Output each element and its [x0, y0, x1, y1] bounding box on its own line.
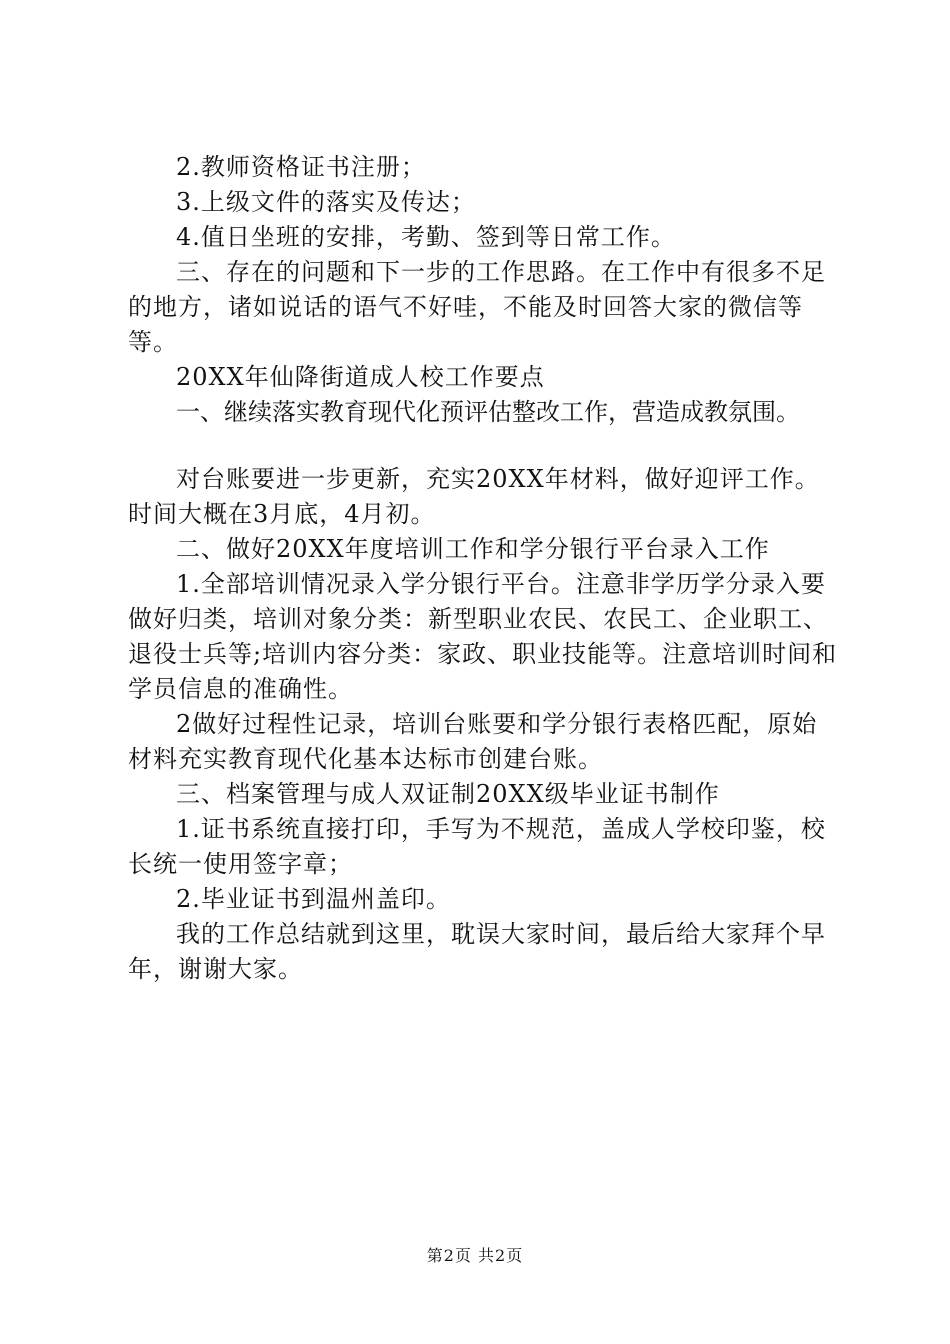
section-heading: 20XX年仙降街道成人校工作要点 [176, 363, 545, 391]
paragraph-gap [128, 430, 838, 462]
paragraph: 1.证书系统直接打印，手写为不规范，盖成人学校印鉴，校长统一使用签字章； [128, 815, 826, 878]
list-item: 3.上级文件的落实及传达； [176, 188, 476, 216]
list-item: 2.教师资格证书注册； [176, 153, 426, 181]
section-heading: 二、做好20XX年度培训工作和学分银行平台录入工作 [176, 535, 770, 563]
paragraph: 三、存在的问题和下一步的工作思路。在工作中有很多不足的地方，诸如说话的语气不好哇，不能及时回答大家的微信等等。 [128, 258, 826, 356]
page-number: 第2页 共2页 [426, 1246, 524, 1265]
paragraph: 2.毕业证书到温州盖印。 [176, 885, 451, 913]
section-heading: 一、继续落实教育现代化预评估整改工作，营造成教氛围。 [176, 398, 800, 426]
paragraph: 我的工作总结就到这里，耽误大家时间，最后给大家拜个早年，谢谢大家。 [128, 920, 826, 983]
paragraph: 对台账要进一步更新，充实20XX年材料，做好迎评工作。时间大概在3月底，4月初。 [128, 465, 820, 528]
document-body [128, 150, 838, 987]
section-heading: 三、档案管理与成人双证制20XX级毕业证书制作 [176, 780, 720, 808]
list-item: 4.值日坐班的安排，考勤、签到等日常工作。 [176, 223, 676, 251]
paragraph: 1.全部培训情况录入学分银行平台。注意非学历学分录入要做好归类，培训对象分类：新型职业农民、农民工、企业职工、退役士兵等;培训内容分类：家政、职业技能等。注意培训时间和学员信息的准确性。 [128, 570, 838, 703]
paragraph: 2做好过程性记录，培训台账要和学分银行表格匹配，原始材料充实教育现代化基本达标市创建台账。 [128, 710, 818, 773]
